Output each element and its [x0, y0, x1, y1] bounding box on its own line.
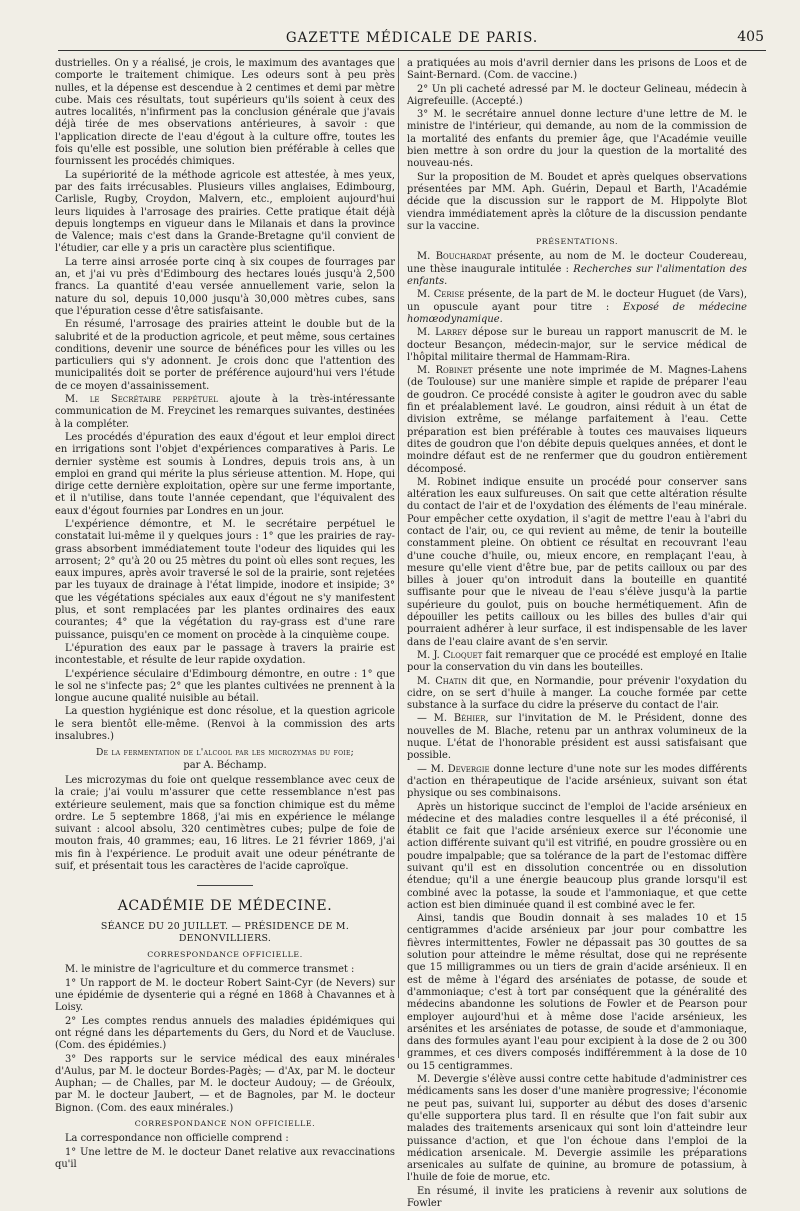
paragraph: La correspondance non officielle comprend :	[65, 1133, 289, 1145]
paragraph: 1° Une lettre de M. le docteur Danet relative aux revaccinations qu'il	[55, 1146, 395, 1170]
session-line: SÉANCE DU 20 JUILLET. — PRÉSIDENCE DE M. DENONVILLIERS.	[100, 920, 350, 944]
paragraph: Les microzymas du foie ont quelque ressemblance avec ceux de la craie; j'ai voulu m'assurer que cette ressemblance n'est pas extérieure seulement, mais que sa fonction chimique est du même ordre. Le 5 septembre 1868, j'ai mis en expérience le mélange suivant : alcool absolu, 320 centimètres cubes; pulpe de foie de mouton frais, 40 grammes; eau, 16 litres. Le 21 février 1869, j'ai mis fin à l'expérience. Le produit avait une odeur pénétrante de suif, et présentait tous les caractères de l'acide caproïque.	[55, 774, 395, 872]
paragraph: — M. Béhier, sur l'invitation de M. le Président, donne des nouvelles de M. Blache, retenu par un anthrax volumineux de la nuque. L'état de l'honorable président est aussi satisfaisant que possible.	[407, 713, 747, 762]
paragraph	[407, 650, 747, 675]
paragraph: L'expérience séculaire d'Edimbourg démontre, en outre : 1° que le sol ne s'infecte pas; 2° que les plantes cultivées ne prennent à la longue aucune qualité nuisible au bétail.	[55, 668, 395, 705]
paragraph	[407, 289, 747, 326]
paragraph: 2° Un pli cacheté adressé par M. le docteur Gelineau, médecin à Aigrefeuille. (Accepté.)	[407, 83, 747, 107]
paragraph: 1° Un rapport de M. le docteur Robert Saint-Cyr (de Nevers) sur une épidémie de dysenterie qui a régné en 1868 à Chavannes et à Loisy.	[55, 977, 395, 1014]
paragraph-text: dit que, en Normandie, pour prévenir l'oxydation du cidre, on se sert d'huile à manger. La couche formée par cette substance à la surface du cidre la préserve du contact de l'air.	[407, 675, 747, 712]
paragraph: Les procédés d'épuration des eaux d'égout et leur emploi direct en irrigations sont l'objet d'expériences comparatives à Paris. Le dernier système est soumis à Londres, depuis trois ans, à un emploi en grand qui mérite la plus sérieuse attention. M. Hope, qui dirige cette dernière exploitation, opère sur une ferme importante, et il n'utilise, dans toute l'année cependant, que l'équivalent des eaux d'égout fournies par Londres en un jour.	[55, 431, 395, 517]
article-title: De la fermentation de l'alcool par les microzymas du foie;	[95, 747, 355, 759]
paragraph: Sur la proposition de M. Boudet et après quelques observations présentées par MM. Aph. Guérin, Depaul et Barth, l'Académie décide que la discussion sur le rapport de M. Hippolyte Blot viendra immédiatement après la clôture de la discussion pendante sur la vaccine.	[407, 171, 747, 232]
section-separator	[197, 885, 253, 886]
paragraph-text: donne lecture d'une note sur les modes différents d'action en thérapeutique de l'acide arsénieux, suivant son état physique ou ses combinaisons.	[407, 763, 748, 800]
speaker-name: M. Larrey	[417, 327, 467, 339]
page-number: 405	[737, 29, 764, 45]
paragraph: 3° Des rapports sur le service médical des eaux minérales d'Aulus, par M. le docteur Bordes-Pagès; — d'Ax, par M. le docteur Auphan; — de Challes, par M. le docteur Audouy; — de Gréoulx, par M. le docteur Jaubert, — et de Bagnoles, par M. le docteur Bignon. (Com. des eaux minérales.)	[55, 1053, 395, 1114]
speaker-name: M. Béhier,	[433, 713, 489, 725]
book-title: Recherches sur l'alimentation des enfants.	[407, 263, 747, 288]
paragraph: 3° M. le secrétaire annuel donne lecture d'une lettre de M. le ministre de l'intérieur, qui demande, au nom de la commission de la mortalité des enfants du premier âge, que l'Académie veuille bien mettre à son ordre du jour la question de la mortalité des nouveau-nés.	[407, 109, 747, 170]
section-title: ACADÉMIE DE MÉDECINE.	[117, 898, 333, 915]
speaker-name: M. Robinet	[417, 365, 473, 377]
paragraph	[407, 251, 747, 288]
book-title: Exposé de médecine homœodynamique.	[407, 301, 748, 325]
paragraph-text: présente, de la part de M. le docteur Huguet (de Vars), un opuscule ayant pour titre :	[407, 289, 747, 313]
right-column	[407, 58, 747, 1211]
speaker-name: M. Bouchardat	[417, 251, 492, 263]
paragraph: M. le ministre de l'agriculture et du commerce transmet :	[65, 964, 355, 976]
paragraph: L'épuration des eaux par le passage à travers la prairie est incontestable, et résulte de leur rapide oxydation.	[55, 642, 395, 667]
speaker-name: M. J. Cloquet	[417, 649, 483, 661]
column-rule	[398, 58, 399, 1058]
left-column	[55, 58, 395, 1172]
paragraph: 2° Les comptes rendus annuels des maladies épidémiques qui ont régné dans les départements du Gers, du Nord et de Vaucluse. (Com. des épidémies.)	[55, 1015, 395, 1052]
paragraph	[407, 327, 747, 364]
paragraph-text: dépose sur le bureau un rapport manuscrit de M. le docteur Besançon, médecin-major, sur le service médical de l'hôpital militaire thermal de Hammam-Rira.	[407, 327, 747, 363]
speaker-name: M. Devergie	[430, 763, 490, 775]
speaker-name: M. le Secrétaire perpétuel	[65, 394, 218, 406]
paragraph: La supériorité de la méthode agricole est attestée, à mes yeux, par des faits irrécusables. Plusieurs villes anglaises, Edimbourg, Carlisle, Rugby, Croydon, Malvern, etc., emploient aujourd'hui leurs liquides à l'arrosage des prairies. Cette pratique était déjà depuis longtemps en vigueur dans le Milanais et dans la province de Valence; mais c'est dans la Grande-Bretagne qu'il convient de l'étudier, car elle y a pris un caractère plus scientifique.	[55, 169, 395, 255]
paragraph: Après un historique succinct de l'emploi de l'acide arsénieux en médecine et des maladies contre lesquelles il a été préconisé, il établit ce fait que l'acide arsénieux exerce sur l'économie une action différente suivant qu'il est vitrifié, en poudre grossière ou en poudre impalpable; que sa tolérance de la part de l'estomac diffère suivant qu'il est en dissolution concentrée ou en dissolution étendue; qu'il a une énergie beaucoup plus grande lorsqu'il est combiné avec la potasse, la soude et l'ammoniaque, et que cette action est bien diminuée quand il est combiné avec le fer.	[407, 801, 747, 911]
paragraph	[407, 365, 747, 476]
subsection-heading: PRÉSENTATIONS.	[535, 237, 619, 247]
paragraph: M. Robinet indique ensuite un procédé pour conserver sans altération les eaux sulfureuses. On sait que cette altération résulte du contact de l'air et de l'oxydation des éléments de l'eau minérale. Pour empêcher cette oxydation, il s'agit de mettre l'eau à l'abri du contact de l'air, ou, ce qui revient au même, de tenir la bouteille constamment pleine. On obtient ce résultat en recouvrant l'eau d'une couche d'huile, ou, mieux encore, en remplaçant l'eau, à mesure qu'elle vient d'être bue, par de petits cailloux ou par des billes à jouer qu'on introduit dans la bouteille en quantité suffisante pour que le niveau de l'eau s'élève jusqu'à la partie supérieure du goulot, puis on bouche hermétiquement. Afin de dépouiller les petits cailloux ou les billes des bulles d'air qui pourraient adhérer à leur surface, il est indispensable de les laver dans de l'eau claire avant de s'en servir.	[407, 476, 747, 648]
paragraph-text: sur l'invitation de M. le Président, donne des nouvelles de M. Blache, retenu par un anthrax volumineux de la nuque. L'état de l'honorable président est aussi satisfaisant que possible.	[407, 713, 747, 762]
paragraph	[55, 394, 395, 431]
paragraph: En résumé, il invite les praticiens à revenir aux solutions de Fowler	[407, 1185, 747, 1210]
paragraph: La terre ainsi arrosée porte cinq à six coupes de fourrages par an, et j'ai vu près d'Edimbourg des hectares loués jusqu'à 2,500 francs. La quantité d'eau versée annuellement varie, selon la nature du sol, depuis 10,000 jusqu'à 30,000 mètres cubes, sans que l'épuration cesse d'être satisfaisante.	[55, 256, 395, 317]
running-title: GAZETTE MÉDICALE DE PARIS.	[285, 30, 539, 46]
paragraph	[407, 676, 747, 713]
speaker-name: M. Cerise	[417, 289, 465, 301]
subsection-heading: CORRESPONDANCE NON OFFICIELLE.	[134, 1119, 316, 1129]
article-author: par A. Béchamp.	[183, 759, 267, 771]
paragraph: — M. Devergie donne lecture d'une note sur les modes différents d'action en thérapeutique de l'acide arsénieux, suivant son état physique ou ses combinaisons.	[407, 763, 748, 800]
paragraph-text: ajoute à la très-intéressante communication de M. Freycinet les remarques suivantes, destinées à la compléter.	[55, 394, 396, 430]
paragraph-text: présente une note imprimée de M. Magnes-Lahens (de Toulouse) sur une manière simple et rapide de préparer l'eau de goudron. Ce procédé consiste à agiter le goudron avec du sable fin et préalablement lavé. Le goudron, ainsi réduit à un état de division extrême, se mélange parfaitement à l'eau. Cette préparation est bien préférable à toutes ces mauvaises liqueurs dites de goudron que l'on débite depuis quelques années, et dont le moindre défaut est de ne renfermer que du goudron entièrement décomposé.	[407, 365, 747, 475]
paragraph: a pratiquées au mois d'avril dernier dans les prisons de Loos et de Saint-Bernard. (Com. de vaccine.)	[407, 58, 747, 82]
page-header	[58, 28, 766, 51]
paragraph: En résumé, l'arrosage des prairies atteint le double but de la salubrité et de la production agricole, et peut même, sous certaines conditions, devenir une source de bénéfices pour les villes ou les particuliers qui s'y adonnent. Je crois donc que l'attention des municipalités doit se porter de préférence aujourd'hui vers l'étude de ce moyen d'assainissement.	[55, 319, 395, 392]
subsection-heading: CORRESPONDANCE OFFICIELLE.	[147, 950, 303, 960]
paragraph-text: présente, au nom de M. le docteur Coudereau, une thèse inaugurale intitulée :	[407, 251, 747, 275]
paragraph: Ainsi, tandis que Boudin donnait à ses malades 10 et 15 centigrammes d'acide arsénieux par jour pour combattre les fièvres intermittentes, Fowler ne dépassait pas 30 gouttes de sa solution pour atteindre le même résultat, dose qui ne représente que 15 milligrammes ou un tiers de grain d'acide arsénieux. Il en est de même à l'égard des arséniates de potasse, de soude et d'ammoniaque; c'est à tort par conséquent que la généralité des médecins abandonne les solutions de Fowler et de Pearson pour employer aujourd'hui et à même dose l'acide arsénieux, les arsénites et les arséniates de potasse, de soude et d'ammoniaque, dans des formules ayant l'eau pour excipient à la dose de 2 ou 300 grammes, et ces divers composés indifféremment à la dose de 10 ou 15 centigrammes.	[407, 913, 747, 1072]
speaker-name: M. Chatin	[417, 675, 468, 687]
paragraph: dustrielles. On y a réalisé, je crois, le maximum des avantages que comporte le traitement chimique. Les odeurs sont à peu près nulles, et la dépense est descendue à 2 centimes et demi par mètre cube. Mais ces résultats, tout supérieurs qu'ils soient à ceux des autres localités, n'infirment pas la conclusion générale que j'avais déjà tirée de mes observations antérieures, à savoir : que l'application directe de l'eau d'égout à la culture offre, toutes les fois qu'elle est possible, une solution bien préférable à celles que fournissent les procédés chimiques.	[55, 58, 395, 168]
paragraph: M. Devergie s'élève aussi contre cette habitude d'administrer ces médicaments sans les doser d'une manière progressive; l'économie ne peut pas, suivant lui, supporter au début des doses d'arsenic qu'elle supportera plus tard. Il en résulte que l'on fait subir aux malades des traitements arsenicaux qui sont loin d'atteindre leur puissance d'action, et que l'on échoue dans l'emploi de la médication arsenicale. M. Devergie assimile les préparations arsenicales au sulfate de quinine, au bromure de potassium, à l'huile de foie de morue, etc.	[407, 1074, 747, 1184]
paragraph-text: fait remarquer que ce procédé est employé en Italie pour la conservation du vin dans les bouteilles.	[407, 649, 748, 674]
paragraph: L'expérience démontre, et M. le secrétaire perpétuel le constatait lui-même il y quelques jours : 1° que les prairies de ray-grass absorbent immédiatement toute l'odeur des liquides qui les arrosent; 2° qu'à 20 ou 25 mètres du point où elles sont reçues, les eaux impures, après avoir traversé le sol de la prairie, sont rejetées par les tuyaux de drainage à l'état limpide, inodore et insipide; 3° que les végétations spéciales aux eaux d'égout ne s'y manifestent plus, et sont remplacées par les plantes ordinaires des eaux courantes; 4° que la végétation du ray-grass est d'une rare puissance, puisqu'en ce moment on procède à la cinquième coupe.	[55, 518, 395, 641]
paragraph: La question hygiénique est donc résolue, et la question agricole le sera bientôt elle-même. (Renvoi à la commission des arts insalubres.)	[55, 706, 395, 743]
